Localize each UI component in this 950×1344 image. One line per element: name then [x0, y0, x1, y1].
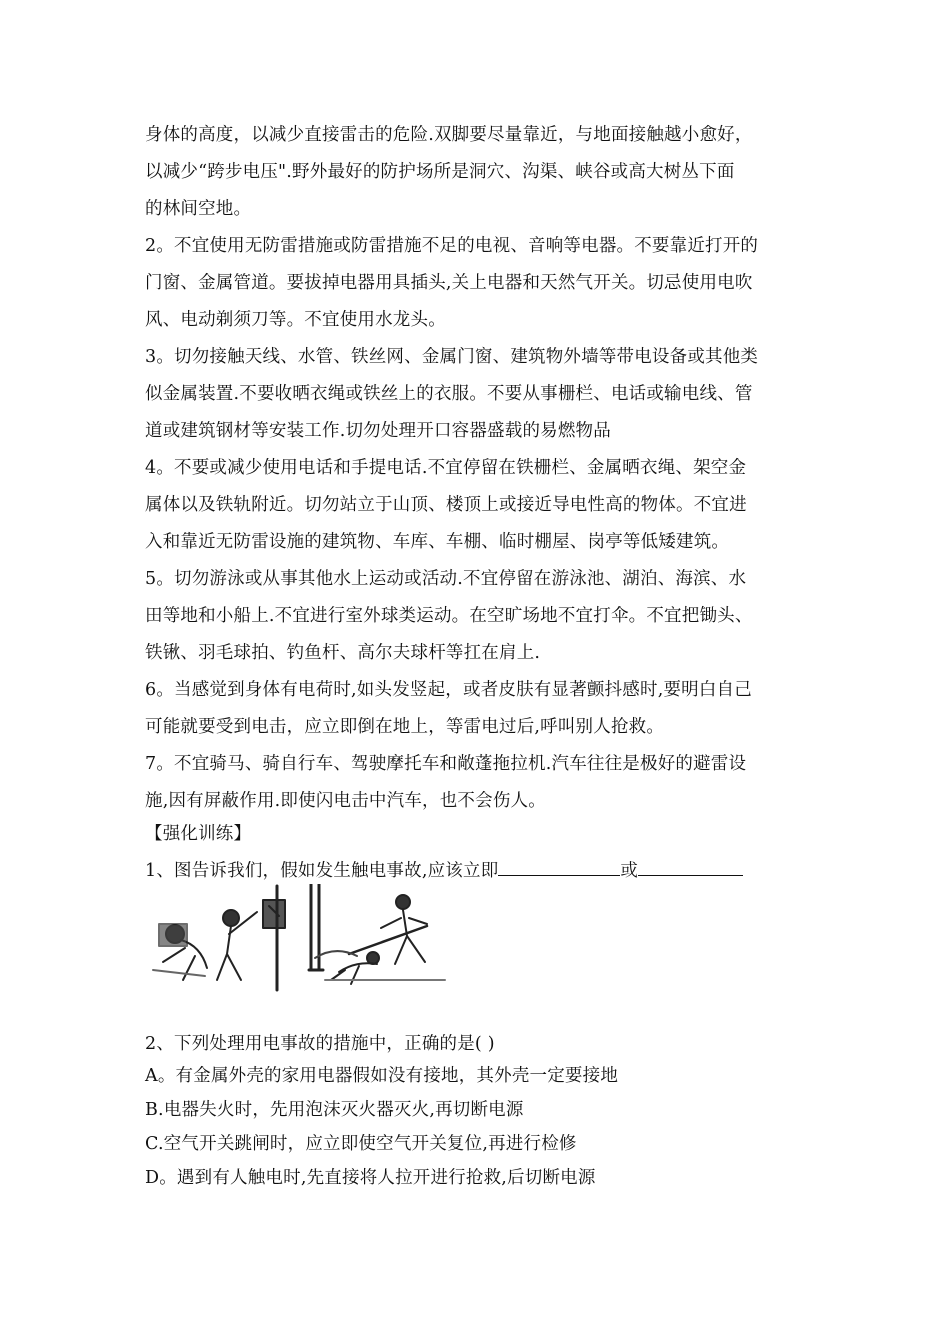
body-line: 3。切勿接触天线、水管、铁丝网、金属门窗、建筑物外墙等带电设备或其他类 — [145, 347, 759, 367]
section-heading: 【强化训练】 — [145, 824, 252, 844]
question-1 — [145, 857, 810, 883]
body-line: 的林间空地。 — [145, 199, 252, 219]
body-line: 以减少“跨步电压".野外最好的防护场所是洞穴、沟渠、峡谷或高大树丛下面 — [145, 162, 735, 182]
question-1-text: 1、图告诉我们，假如发生触电事故,应该立即 — [145, 861, 499, 881]
question-1-connector: 或 — [620, 861, 639, 881]
body-line: 道或建筑钢材等安装工作.切勿处理开口容器盛载的易燃物品 — [145, 421, 611, 441]
body-line: 风、电动剃须刀等。不宜使用水龙头。 — [145, 310, 446, 330]
option-a[interactable]: A。有金属外壳的家用电器假如没有接地，其外壳一定要接地 — [145, 1066, 619, 1086]
body-line: 门窗、金属管道。要拔掉电器用具插头,关上电器和天然气开关。切忌使用电吹 — [145, 273, 753, 293]
body-line: 可能就要受到电击，应立即倒在地上，等雷电过后,呼叫别人抢救。 — [145, 717, 665, 737]
body-line: 7。不宜骑马、骑自行车、驾驶摩托车和敞蓬拖拉机.汽车往往是极好的避雷设 — [145, 754, 747, 774]
body-line: 身体的高度，以减少直接雷击的危险.双脚要尽量靠近，与地面接触越小愈好， — [145, 125, 753, 145]
electric-shock-illustration — [145, 884, 450, 1002]
body-line: 田等地和小船上.不宜进行室外球类运动。在空旷场地不宜打伞。不宜把锄头、 — [145, 606, 753, 626]
option-d[interactable]: D。遇到有人触电时,先直接将人拉开进行抢救,后切断电源 — [145, 1168, 596, 1188]
body-line: 似金属装置.不要收晒衣绳或铁丝上的衣服。不要从事栅栏、电话或输电线、管 — [145, 384, 753, 404]
answer-blank-1[interactable] — [498, 857, 620, 876]
question-2-stem: 2、下列处理用电事故的措施中，正确的是( ) — [145, 1034, 495, 1054]
body-line: 属体以及铁轨附近。切勿站立于山顶、楼顶上或接近导电性高的物体。不宜进 — [145, 495, 747, 515]
body-line: 入和靠近无防雷设施的建筑物、车库、车棚、临时棚屋、岗亭等低矮建筑。 — [145, 532, 730, 552]
body-line: 5。切勿游泳或从事其他水上运动或活动.不宜停留在游泳池、湖泊、海滨、水 — [145, 569, 747, 589]
body-line: 4。不要或减少使用电话和手提电话.不宜停留在铁栅栏、金属晒衣绳、架空金 — [145, 458, 747, 478]
body-line: 施,因有屏蔽作用.即使闪电击中汽车，也不会伤人。 — [145, 791, 546, 811]
body-line: 铁锹、羽毛球拍、钓鱼杆、高尔夫球杆等扛在肩上. — [145, 643, 541, 663]
body-line: 2。不宜使用无防雷措施或防雷措施不足的电视、音响等电器。不要靠近打开的 — [145, 236, 759, 256]
option-b[interactable]: B.电器失火时，先用泡沫灭火器灭火,再切断电源 — [145, 1100, 524, 1120]
body-line: 6。当感觉到身体有电荷时,如头发竖起，或者皮肤有显著颤抖感时,要明白自己 — [145, 680, 752, 700]
option-c[interactable]: C.空气开关跳闸时，应立即使空气开关复位,再进行检修 — [145, 1134, 577, 1154]
answer-blank-2[interactable] — [638, 857, 743, 876]
